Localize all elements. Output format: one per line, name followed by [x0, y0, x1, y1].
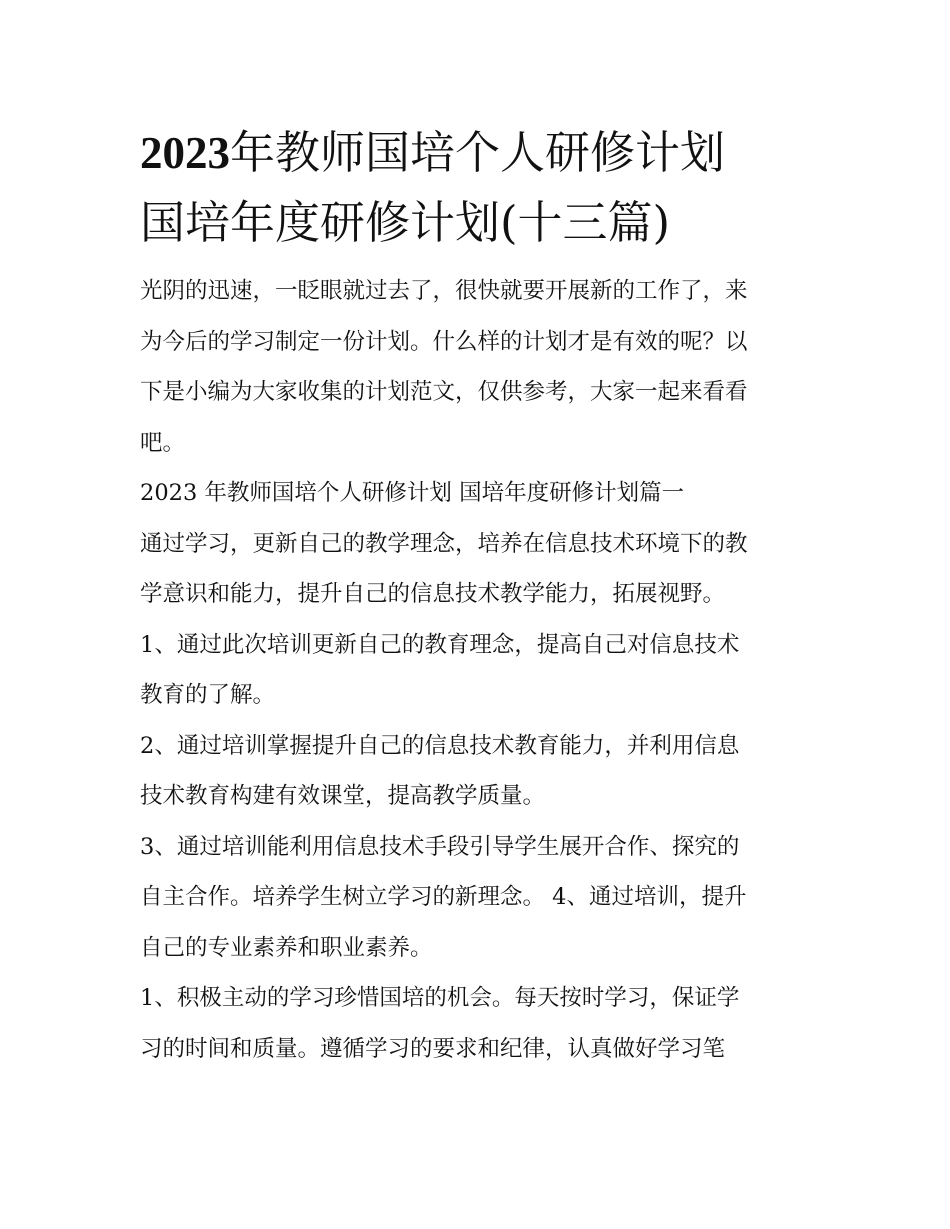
text-line: 3、通过培训能利用信息技术手段引导学生展开合作、探究的	[140, 833, 740, 860]
title-year: 2023	[140, 128, 230, 178]
text-line: 自主合作。培养学生树立学习的新理念。 4、通过培训，提升	[140, 884, 747, 910]
section-heading-text: 2023 年教师国培个人研修计划 国培年度研修计划篇一	[140, 480, 685, 506]
document-page	[140, 118, 815, 1074]
list-item-2	[140, 721, 815, 822]
document-body	[140, 266, 815, 1074]
text-line: 通过学习，更新自己的教学理念，培养在信息技术环境下的教	[140, 530, 748, 557]
text-line: 吧。	[140, 429, 186, 456]
list-item-3	[140, 822, 815, 974]
measure-item-1	[140, 973, 815, 1074]
title-line-2: 国培年度研修计划(十三篇)	[140, 196, 671, 249]
title-line-1	[140, 118, 815, 188]
document-title	[140, 118, 815, 258]
text-line: 光阴的迅速，一眨眼就过去了，很快就要开展新的工作了，来	[140, 278, 748, 304]
text-line: 2、通过培训掌握提升自己的信息技术教育能力，并利用信息	[140, 732, 740, 759]
title-line-1-text: 年教师国培个人研修计划	[230, 126, 726, 179]
text-line: 下是小编为大家收集的计划范文，仅供参考，大家一起来看看	[140, 379, 748, 405]
text-line: 为今后的学习制定一份计划。什么样的计划才是有效的呢？以	[140, 328, 748, 355]
text-line: 习的时间和质量。遵循学习的要求和纪律，认真做好学习笔	[140, 1035, 726, 1062]
list-item-1	[140, 620, 815, 721]
text-line: 自己的专业素养和职业素养。	[140, 934, 433, 961]
text-line: 教育的了解。	[140, 682, 276, 708]
text-line: 学意识和能力，提升自己的信息技术教学能力，拓展视野。	[140, 581, 726, 607]
text-line: 1、通过此次培训更新自己的教育理念，提高自己对信息技术	[140, 631, 740, 658]
intro-paragraph	[140, 266, 815, 468]
section-heading	[140, 468, 815, 519]
goal-paragraph	[140, 519, 815, 620]
text-line: 技术教育构建有效课堂，提高教学质量。	[140, 783, 546, 809]
text-line: 1、积极主动的学习珍惜国培的机会。每天按时学习，保证学	[140, 985, 740, 1011]
